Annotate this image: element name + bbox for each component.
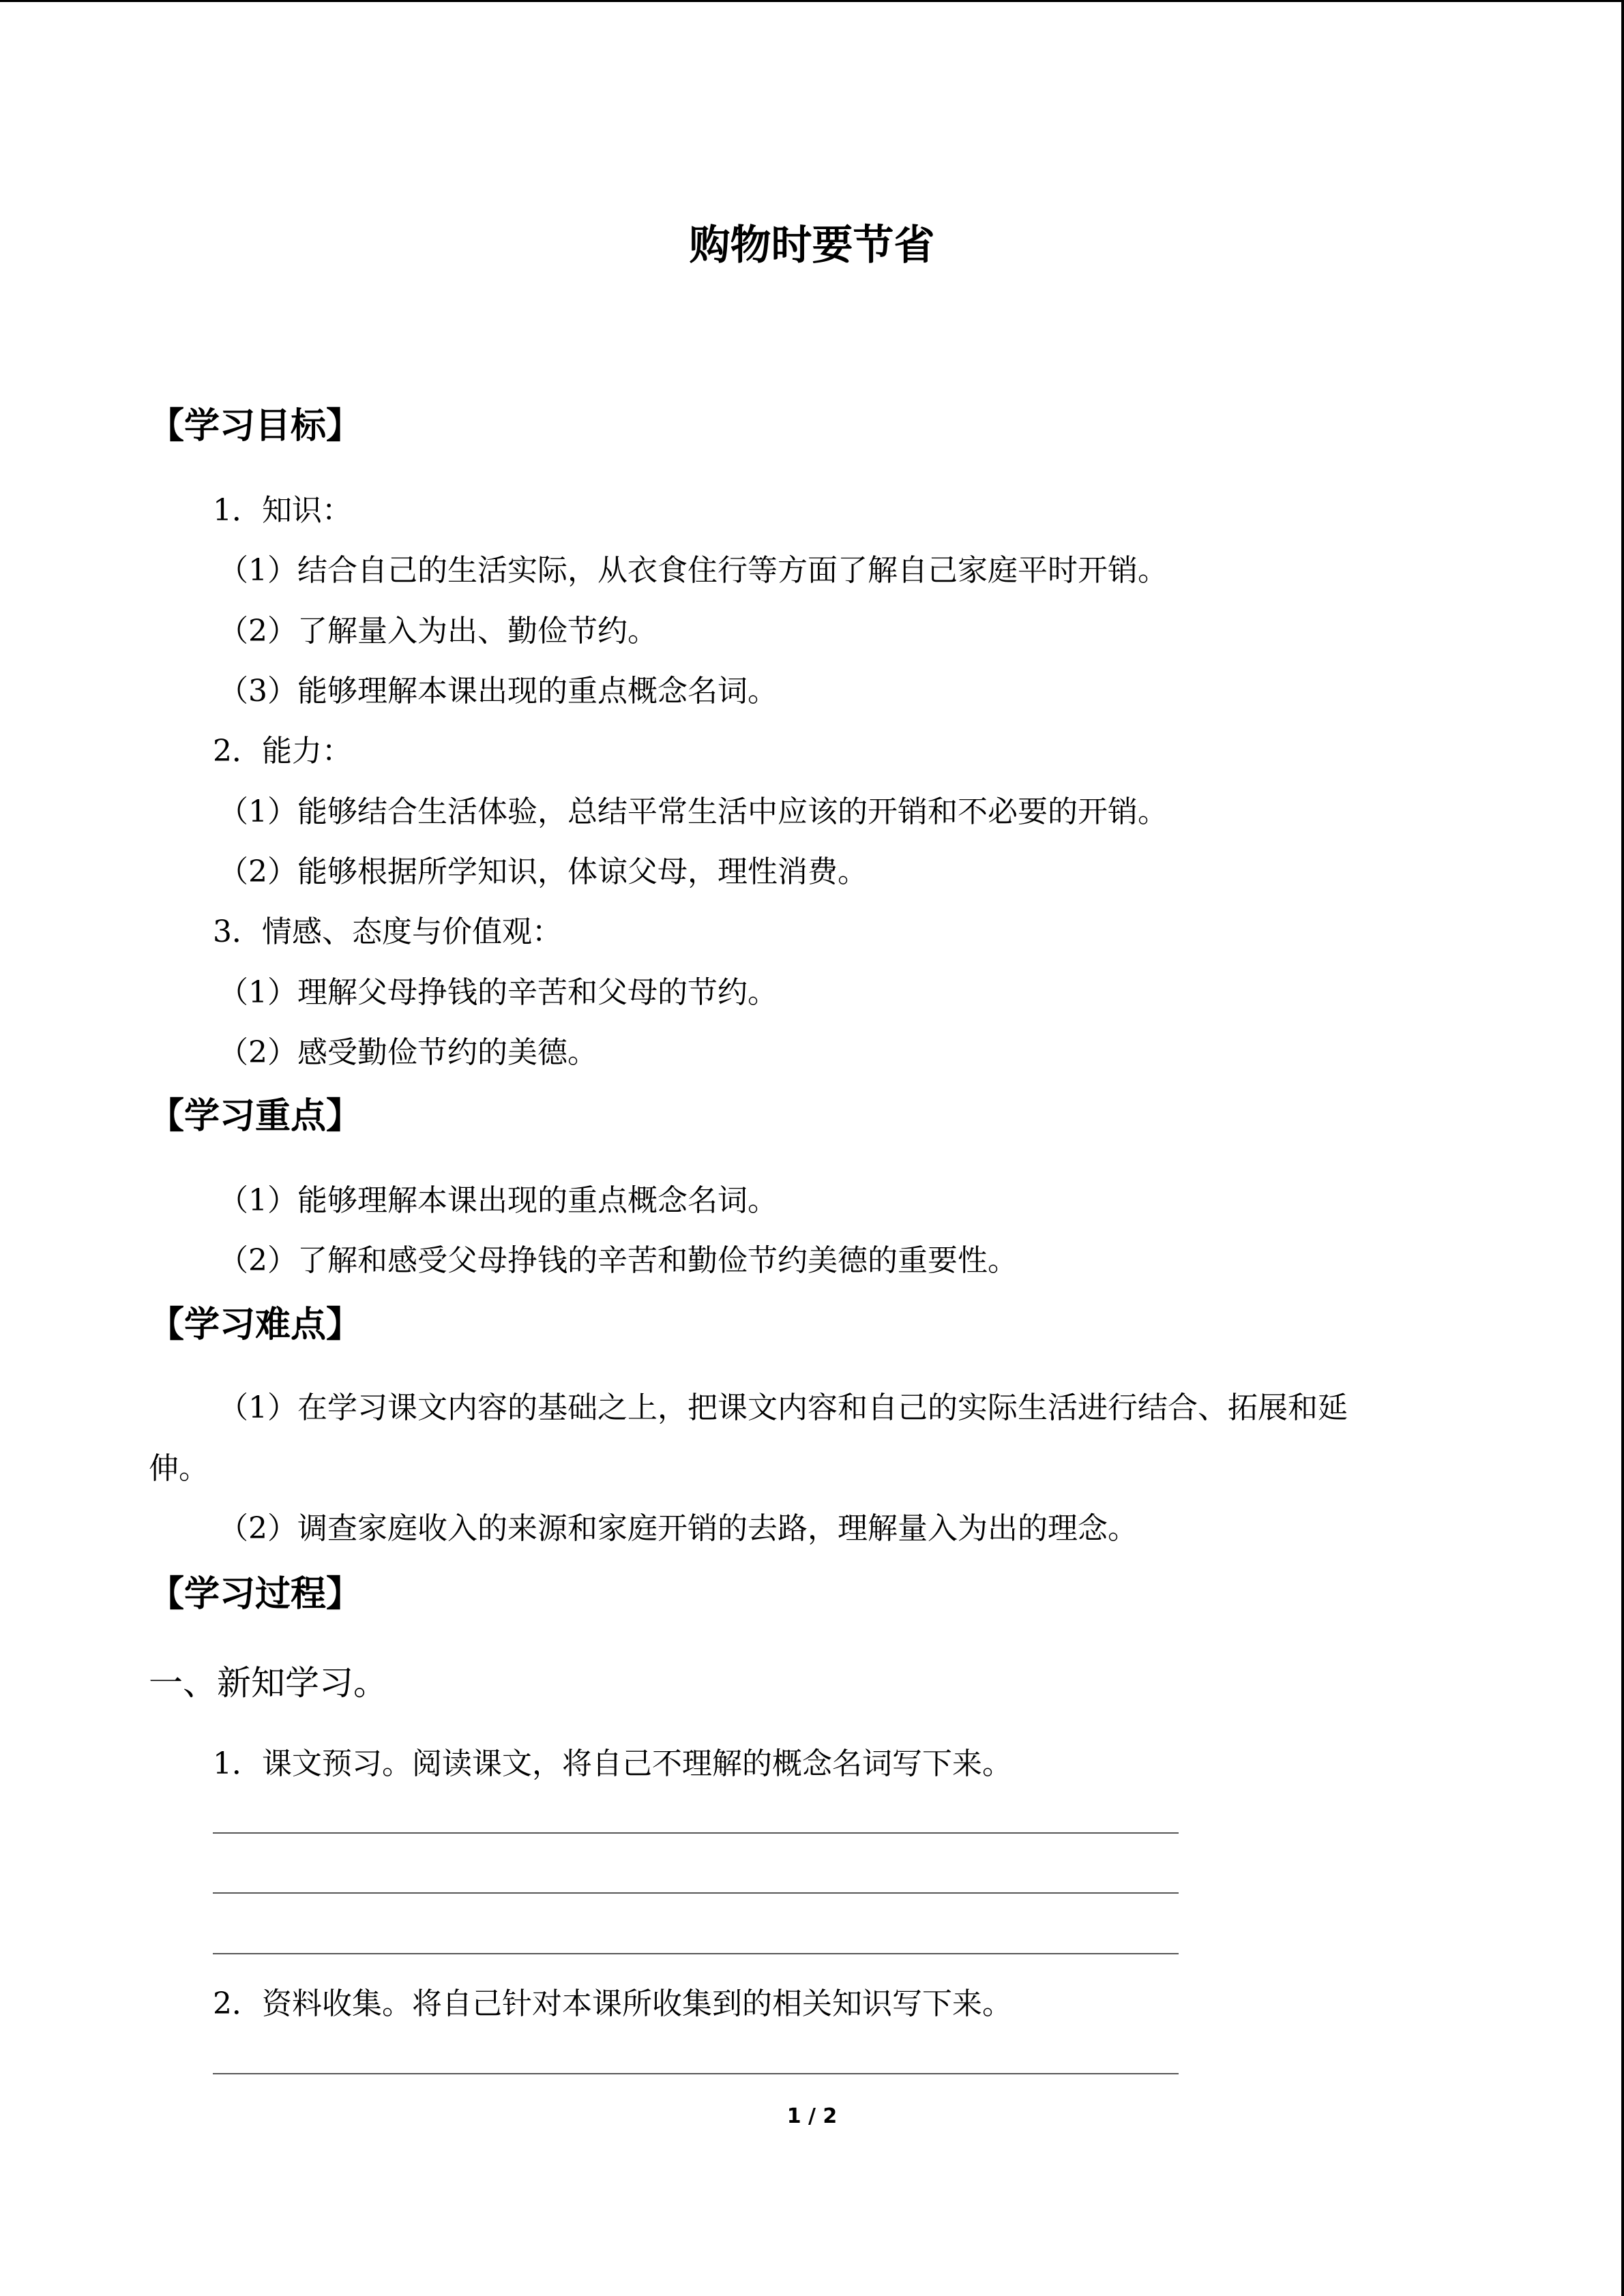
answer-line-2[interactable] [213,1892,1179,1894]
process-heading: 【学习过程】 [149,1574,362,1615]
knowledge-label: 1．知识： [213,493,352,528]
answer-line-4[interactable] [213,2073,1179,2074]
answer-line-1[interactable] [213,1832,1179,1834]
emotion-label: 3．情感、态度与价值观： [213,914,562,949]
ability-item-2: （2）能够根据所学知识，体谅父母，理性消费。 [218,854,868,889]
difficulty-item-1-line-2: 伸。 [149,1451,209,1486]
knowledge-item-3: （3）能够理解本课出现的重点概念名词。 [218,674,778,709]
page-top-border [0,0,1624,2]
keypoint-item-1: （1）能够理解本课出现的重点概念名词。 [218,1183,778,1218]
difficulties-heading: 【学习难点】 [149,1304,362,1345]
page-title: 购物时要节省 [689,222,935,269]
knowledge-item-1: （1）结合自己的生活实际，从衣食住行等方面了解自己家庭平时开销。 [218,553,1168,588]
process-part-1: 一、新知学习。 [149,1663,387,1703]
difficulty-item-2: （2）调查家庭收入的来源和家庭开销的去路，理解量入为出的理念。 [218,1511,1138,1546]
task-2: 2．资料收集。将自己针对本课所收集到的相关知识写下来。 [213,1986,1012,2021]
task-1: 1．课文预习。阅读课文，将自己不理解的概念名词写下来。 [213,1746,1012,1781]
emotion-item-2: （2）感受勤俭节约的美德。 [218,1035,597,1070]
keypoints-heading: 【学习重点】 [149,1096,362,1137]
emotion-item-1: （1）理解父母挣钱的辛苦和父母的节约。 [218,975,778,1010]
difficulty-item-1-line-1: （1）在学习课文内容的基础之上，把课文内容和自己的实际生活进行结合、拓展和延 [218,1390,1348,1425]
objectives-heading: 【学习目标】 [149,406,362,447]
ability-item-1: （1）能够结合生活体验，总结平常生活中应该的开销和不必要的开销。 [218,794,1168,829]
ability-label: 2．能力： [213,734,352,769]
page-number: 1 / 2 [786,2104,838,2128]
keypoint-item-2: （2）了解和感受父母挣钱的辛苦和勤俭节约美德的重要性。 [218,1243,1018,1278]
knowledge-item-2: （2）了解量入为出、勤俭节约。 [218,614,658,648]
page-right-border [1621,0,1624,2296]
answer-line-3[interactable] [213,1953,1179,1954]
